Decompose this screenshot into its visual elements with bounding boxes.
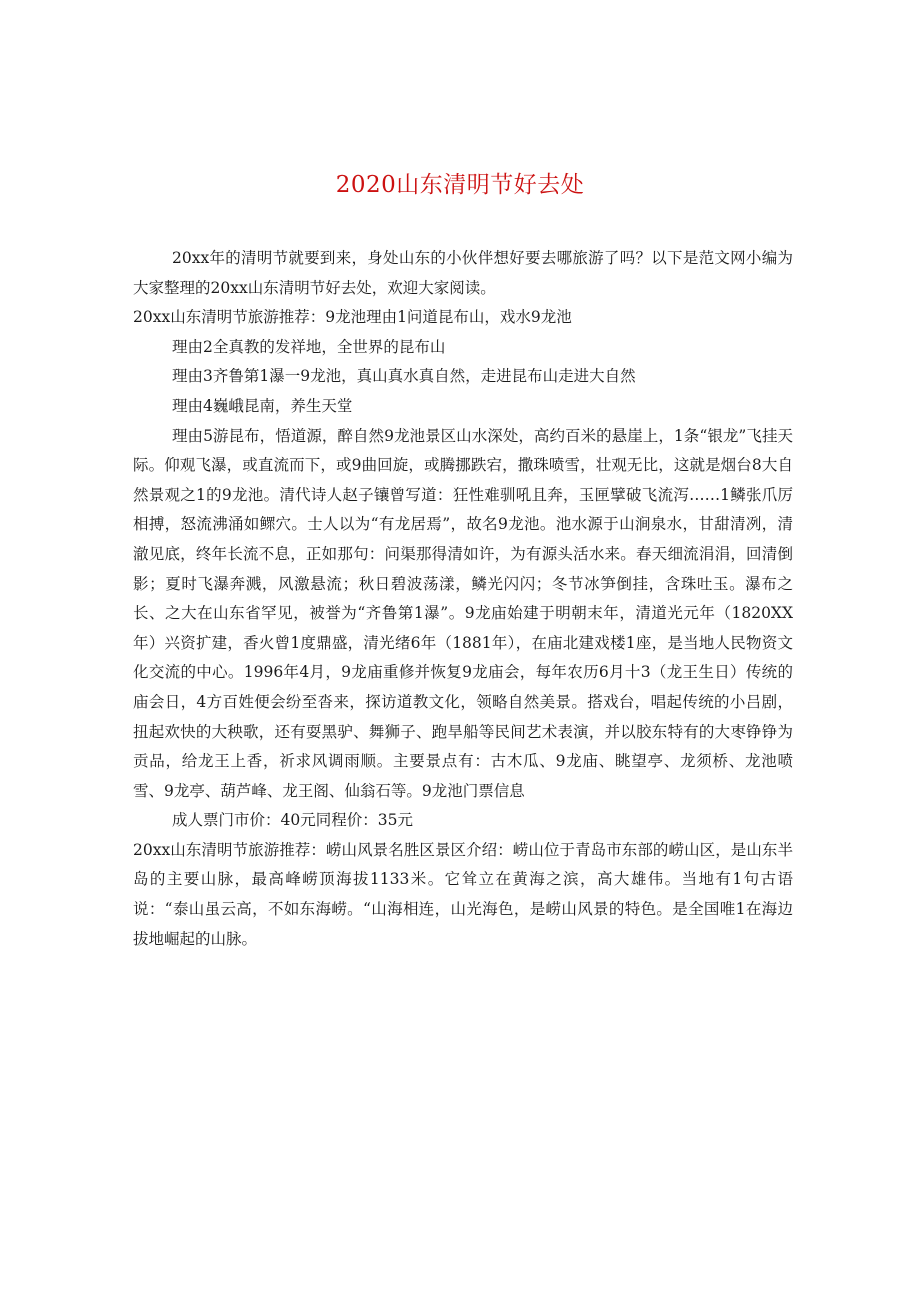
reason-3: 理由3齐鲁第1瀑一9龙池，真山真水真自然，走进昆布山走进大自然 bbox=[172, 367, 636, 386]
reason-4: 理由4巍峨昆南，养生天堂 bbox=[172, 396, 353, 415]
document-title: 2020山东清明节好去处 bbox=[335, 172, 585, 198]
reason-5-paragraph: 理由5游昆布，悟道源，醉自然9龙池景区山水深处，高约百米的悬崖上，1条“银龙”飞挂天际。仰观飞瀑，或直流而下，或9曲回旋，或腾挪跌宕，撒珠喷雪，壮观无比，这就是烟台8大自然景观之1的9龙池。清代诗人赵子镶曾写道：狂性难驯吼且奔，玉匣擘破飞流泻……1鳞张爪厉相搏，怒流沸涌如鳏穴。士人以为“有龙居焉”，故名9龙池。池水源于山涧泉水，甘甜清冽，清澈见底，终年长流不息，正如那句：问渠那得清如许，为有源头活水来。春天细流涓涓，回清倒影；夏时飞瀑奔溅，风激悬流；秋日碧波荡漾，鳞光闪闪；冬节冰笋倒挂，含珠吐玉。瀑布之长、之大在山东省罕见，被誉为“齐鲁第1瀑”。9龙庙始建于明朝末年，清道光元年（1820XX年）兴资扩建，香火曾1度鼎盛，清光绪6年（1881年），在庙北建戏楼1座，是当地人民物资文化交流的中心。1996年4月，9龙庙重修并恢复9龙庙会，每年农历6月十3（龙王生日）传统的庙会日，4方百姓便会纷至沓来，探访道教文化，领略自然美景。搭戏台，唱起传统的小吕剧，扭起欢快的大秧歌，还有耍黑驴、舞狮子、跑旱船等民间艺术表演，并以胶东特有的大枣铮铮为贡品，给龙王上香，祈求风调雨顺。主要景点有：古木瓜、9龙庙、眺望亭、龙须桥、龙池喷雪、9龙亭、葫芦峰、龙王阁、仙翁石等。9龙池门票信息 bbox=[133, 426, 793, 800]
document-body bbox=[133, 244, 793, 954]
ticket-price: 成人票门市价：40元同程价：35元 bbox=[172, 811, 413, 830]
section-heading-jiulongchi: 20xx山东清明节旅游推荐：9龙池理由1问道昆布山，戏水9龙池 bbox=[133, 308, 572, 327]
intro-paragraph: 20xx年的清明节就要到来，身处山东的小伙伴想好要去哪旅游了吗？以下是范文网小编为大家整理的20xx山东清明节好去处，欢迎大家阅读。 bbox=[133, 249, 793, 297]
section-laoshan: 20xx山东清明节旅游推荐：崂山风景名胜区景区介绍：崂山位于青岛市东部的崂山区，是山东半岛的主要山脉，最高峰崂顶海拔1133米。它耸立在黄海之滨，高大雄伟。当地有1句古语说：“泰山虽云高，不如东海崂。“山海相连，山光海色，是崂山风景的特色。是全国唯1在海边拔地崛起的山脉。 bbox=[133, 840, 793, 948]
reason-2: 理由2全真教的发祥地，全世界的昆布山 bbox=[172, 337, 446, 356]
